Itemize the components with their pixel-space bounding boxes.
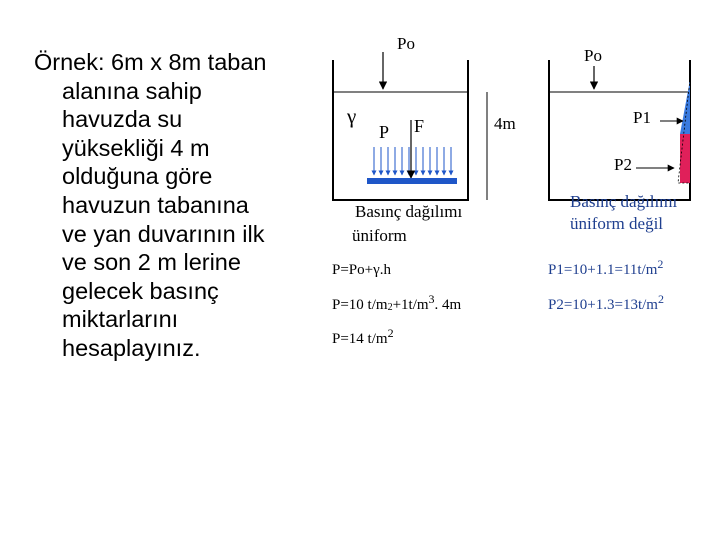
problem-line-2: alanına sahip: [62, 77, 202, 104]
p-label: P: [379, 122, 390, 142]
left-equation-2-part-c: . 4m: [434, 297, 462, 313]
right-equation-1-text: P1=10+1.1=11t/m: [548, 262, 658, 278]
right-equation-2-exp: 2: [657, 292, 664, 306]
left-equation-2-exp: 2: [387, 302, 393, 313]
left-equation-2-part-b: +1t/m: [392, 297, 429, 313]
problem-line-10: miktarlarını: [62, 306, 179, 333]
right-pool-walls: [549, 60, 690, 200]
problem-line-8: ve son 2 m lerine: [62, 249, 241, 276]
uniform-pressure-arrows: [374, 147, 451, 175]
left-equation-1: [332, 262, 391, 279]
left-caption-line2: üniform: [352, 226, 407, 245]
left-equation-2: [332, 292, 462, 314]
left-equation-2-part-a: P=10 t/m: [332, 297, 388, 313]
gamma-label: γ: [347, 104, 357, 128]
left-po-label: Po: [397, 34, 415, 53]
problem-line-9: gelecek basınç: [62, 277, 219, 304]
right-caption-line1: Basınç dağılımı: [570, 192, 678, 211]
depth-label: 4m: [494, 114, 516, 133]
problem-line-11: hesaplayınız.: [62, 334, 201, 361]
p1-label: P1: [633, 108, 651, 127]
left-equation-3: [332, 326, 394, 348]
problem-line-5: olduğuna göre: [62, 163, 213, 190]
right-caption-line2: üniform değil: [570, 214, 664, 233]
left-equation-3-exp: 2: [387, 326, 394, 340]
left-equation-3-text: P=14 t/m: [332, 331, 388, 347]
problem-line-6: havuzun tabanına: [62, 191, 249, 218]
problem-line-7: ve yan duvarının ilk: [62, 220, 265, 247]
left-equation-1-text: P=Po+γ.h: [332, 262, 391, 278]
left-caption-line1: Basınç dağılımı: [355, 202, 463, 221]
problem-line-4: yüksekliği 4 m: [62, 134, 210, 161]
right-equation-1: [548, 257, 664, 279]
pool-floor-plate: [367, 178, 457, 184]
right-equation-1-exp: 2: [657, 257, 664, 271]
right-po-label: Po: [584, 46, 602, 65]
left-equation-2-exp2: 3: [428, 292, 435, 306]
f-label: F: [414, 116, 425, 136]
right-equation-2-text: P2=10+1.3=13t/m: [548, 297, 658, 313]
problem-line-1: Örnek: 6m x 8m taban: [34, 49, 267, 75]
p2-label: P2: [614, 155, 632, 174]
right-pool: [549, 60, 690, 200]
pressure-triangle-upper: [680, 80, 690, 134]
right-equation-2: [548, 292, 664, 314]
problem-line-3: havuzda su: [62, 106, 183, 133]
pressure-triangle-lower: [680, 134, 690, 183]
